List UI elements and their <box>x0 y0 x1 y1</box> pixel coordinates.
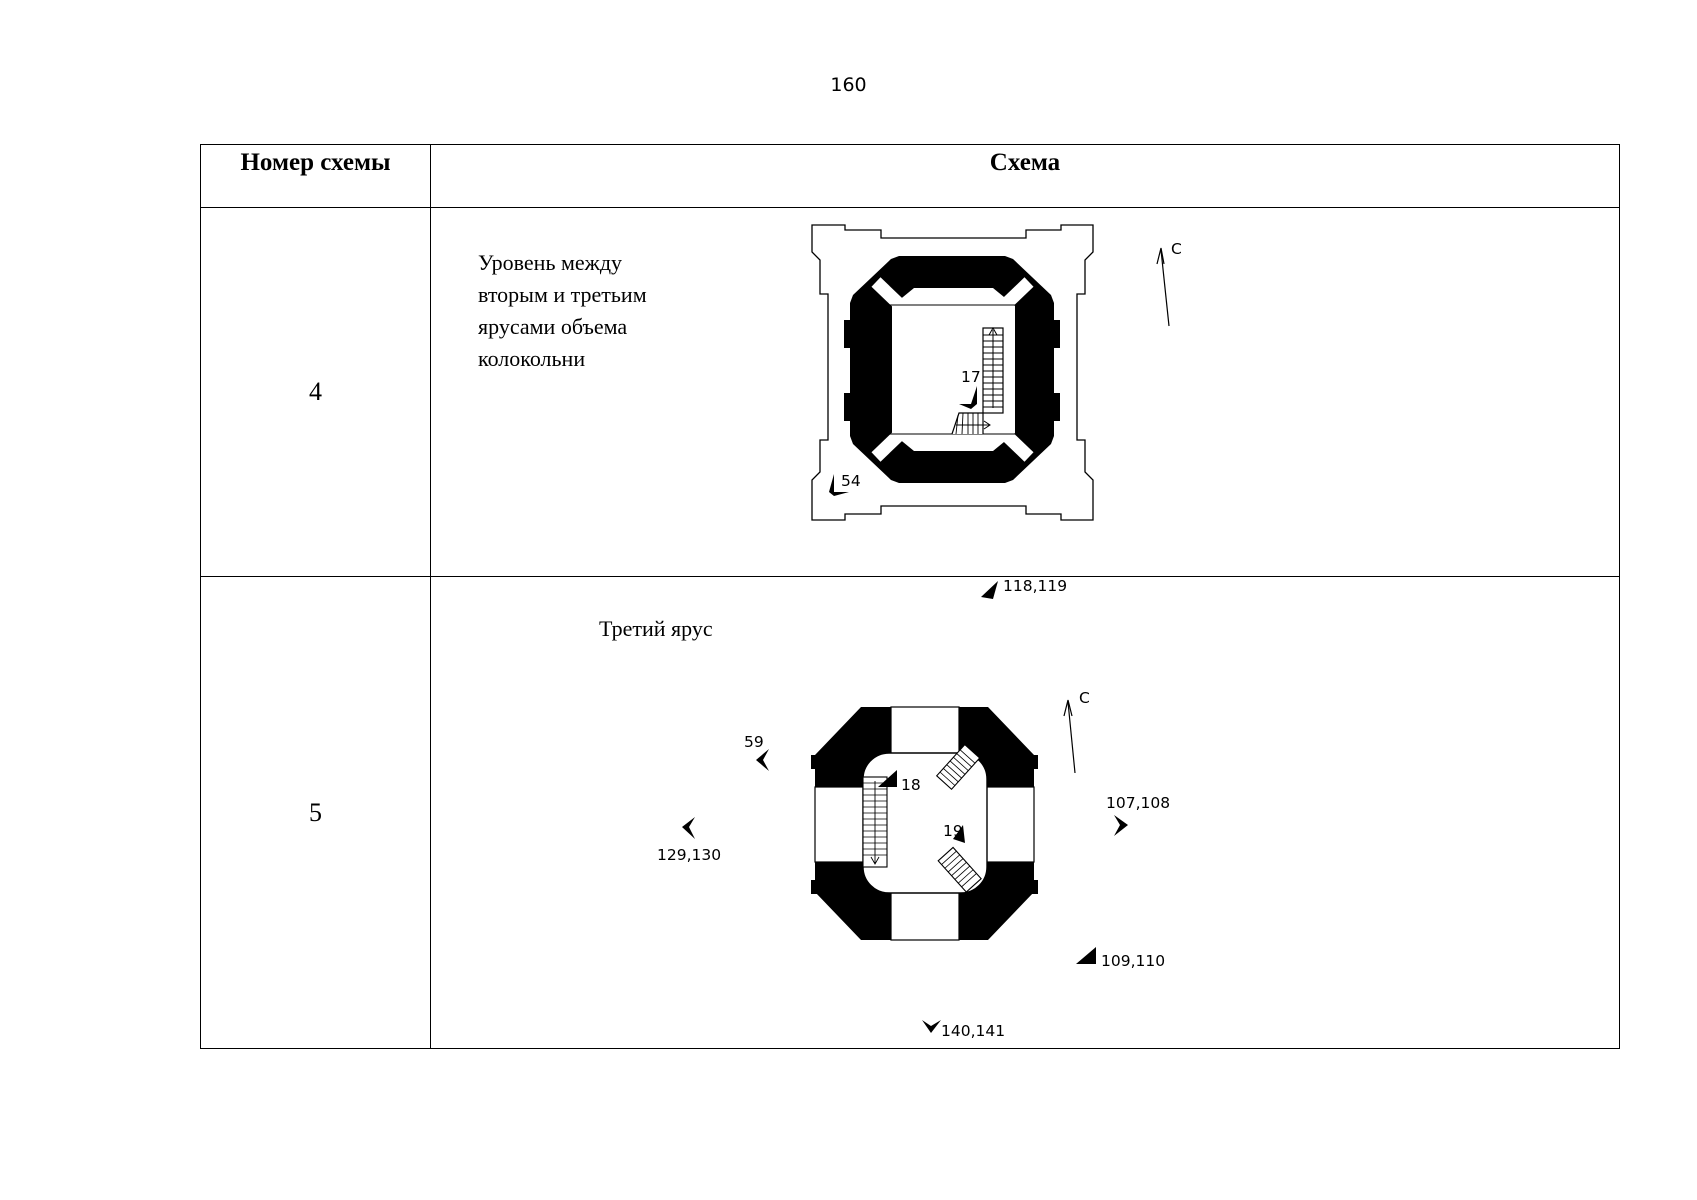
marker-label: 118,119 <box>1003 577 1068 595</box>
caption-line: Уровень между <box>478 250 623 275</box>
view-marker-109-110 <box>1076 947 1165 970</box>
scheme-cell <box>431 208 1620 577</box>
marker-label: 107,108 <box>1106 794 1171 812</box>
view-marker-59 <box>744 733 769 771</box>
view-marker-129-130 <box>657 817 721 864</box>
view-marker-118-119 <box>981 577 1067 599</box>
header-scheme-number: Номер схемы <box>201 145 431 208</box>
plan-second-third-tier-level <box>431 208 1622 576</box>
marker-label: 19 <box>943 822 963 840</box>
view-marker-140-141 <box>922 1020 1005 1040</box>
table-row <box>201 577 1620 1049</box>
page-number: 160 <box>830 74 867 96</box>
marker-label: 18 <box>901 776 921 794</box>
caption-4 <box>478 250 647 371</box>
tier-plan <box>811 707 1038 940</box>
schemes-table <box>200 144 1620 1049</box>
table-header-row <box>201 145 1620 208</box>
north-label: С <box>1171 240 1182 258</box>
plan-third-tier <box>431 577 1622 1048</box>
marker-label: 129,130 <box>657 846 722 864</box>
marker-label: 59 <box>744 733 764 751</box>
north-arrow <box>1064 689 1090 773</box>
marker-label: 54 <box>841 472 861 490</box>
caption-line: колокольни <box>478 346 586 371</box>
marker-label: 109,110 <box>1101 952 1166 970</box>
scheme-number-cell: 5 <box>201 577 431 1049</box>
marker-label: 17 <box>961 368 981 386</box>
scheme-number-cell: 4 <box>201 208 431 577</box>
caption-5: Третий ярус <box>599 616 713 641</box>
scheme-cell <box>431 577 1620 1049</box>
north-label: С <box>1079 689 1090 707</box>
caption-line: ярусами объема <box>478 314 628 339</box>
view-marker-19 <box>943 822 965 843</box>
marker-label: 140,141 <box>941 1022 1006 1040</box>
view-marker-107-108 <box>1106 794 1170 836</box>
caption-line: вторым и третьим <box>478 282 647 307</box>
table-row <box>201 208 1620 577</box>
header-scheme: Схема <box>431 145 1620 208</box>
stair-flight <box>983 328 1003 413</box>
north-arrow <box>1157 240 1182 326</box>
